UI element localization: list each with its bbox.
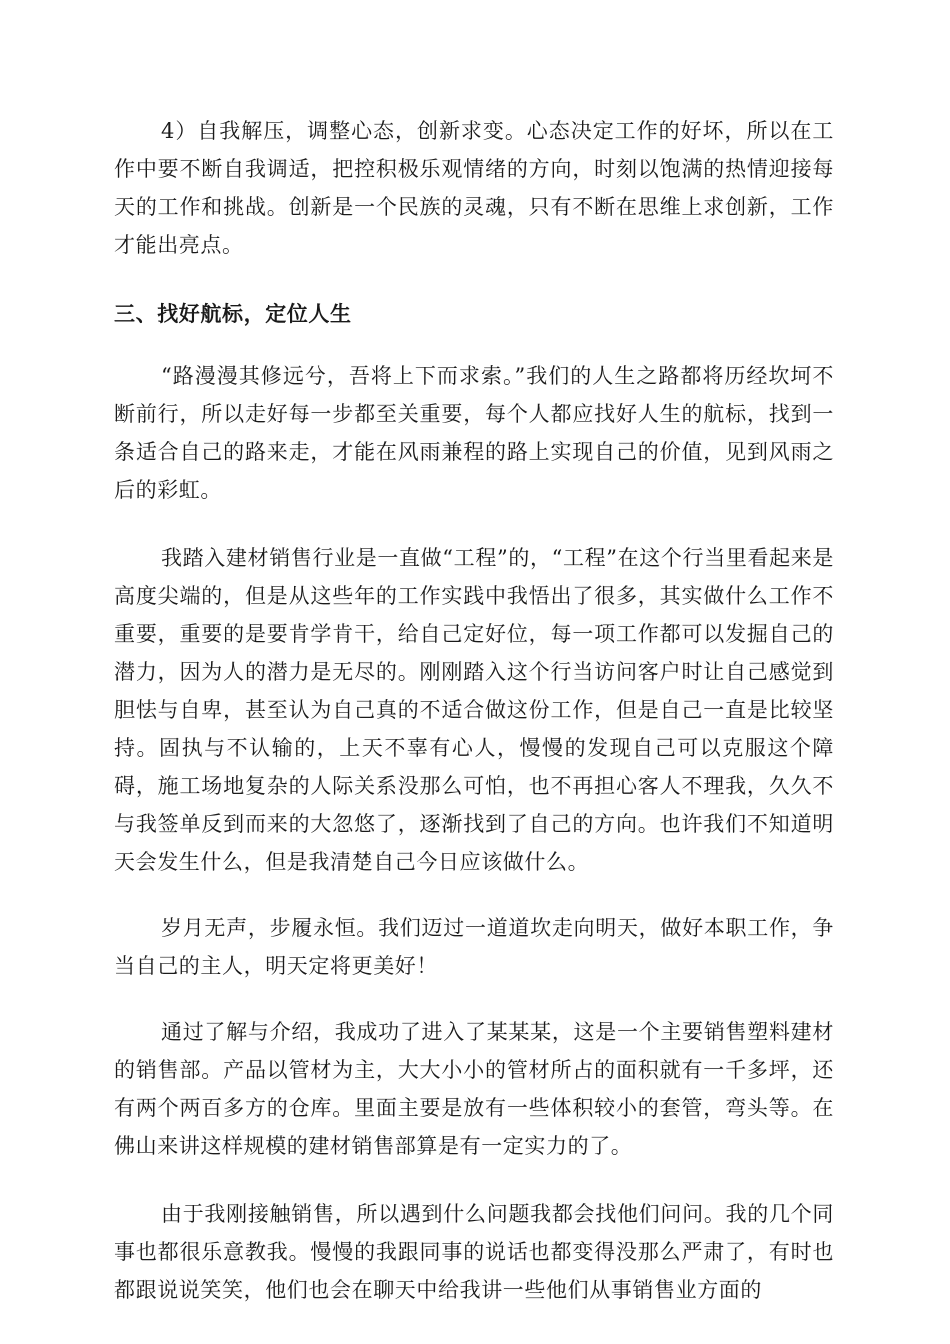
paragraph-company-intro: 通过了解与介绍，我成功了进入了某某某，这是一个主要销售塑料建材的销售部。产品以管材为主，大大小小的管材所占的面积就有一千多坪，还有两个两百多方的仓库。里面主要是放有一些体积较小的套管，弯头等。在佛山来讲这样规模的建材销售部算是有一定实力的了。 [114, 1020, 834, 1158]
section-heading: 三、找好航标，定位人生 [114, 302, 352, 326]
paragraph-sales-career: 我踏入建材销售行业是一直做“工程”的，“工程”在这个行当里看起来是高度尖端的，但是从这些年的工作实践中我悟出了很多，其实做什么工作不重要，重要的是要肯学肯干，给自己定好位，每一项工作都可以发掘自己的潜力，因为人的潜力是无尽的。刚刚踏入这个行当访问客户时让自己感觉到胆怯与自卑，甚至认为自己真的不适合做这份工作，但是自己一直是比较坚持。固执与不认输的，上天不辜有心人，慢慢的发现自己可以克服这个障碍，施工场地复杂的人际关系没那么可怕，也不再担心客人不理我，久久不与我签单反到而来的大忽悠了，逐渐找到了自己的方向。也许我们不知道明天会发生什么，但是我清楚自己今日应该做什么。 [114, 546, 834, 874]
document-page [114, 112, 834, 1309]
paragraph-self-relief: 4）自我解压，调整心态，创新求变。心态决定工作的好坏，所以在工作中要不断自我调适，把控积极乐观情绪的方向，时刻以饱满的热情迎接每天的工作和挑战。创新是一个民族的灵魂，只有不断在思维上求创新，工作才能出亮点。 [114, 119, 834, 257]
paragraph-quote: “路漫漫其修远兮，吾将上下而求索。”我们的人生之路都将历经坎坷不断前行，所以走好每一步都至关重要，每个人都应找好人生的航标，找到一条适合自己的路来走，才能在风雨兼程的路上实现自己的价值，见到风雨之后的彩虹。 [114, 364, 834, 502]
paragraph-colleagues: 由于我刚接触销售，所以遇到什么问题我都会找他们问问。我的几个同事也都很乐意教我。慢慢的我跟同事的说话也都变得没那么严肃了，有时也都跟说说笑笑，他们也会在聊天中给我讲一些他们从事销售业方面的 [114, 1202, 834, 1302]
paragraph-time: 岁月无声，步履永恒。我们迈过一道道坎走向明天，做好本职工作，争当自己的主人，明天定将更美好！ [114, 916, 834, 978]
